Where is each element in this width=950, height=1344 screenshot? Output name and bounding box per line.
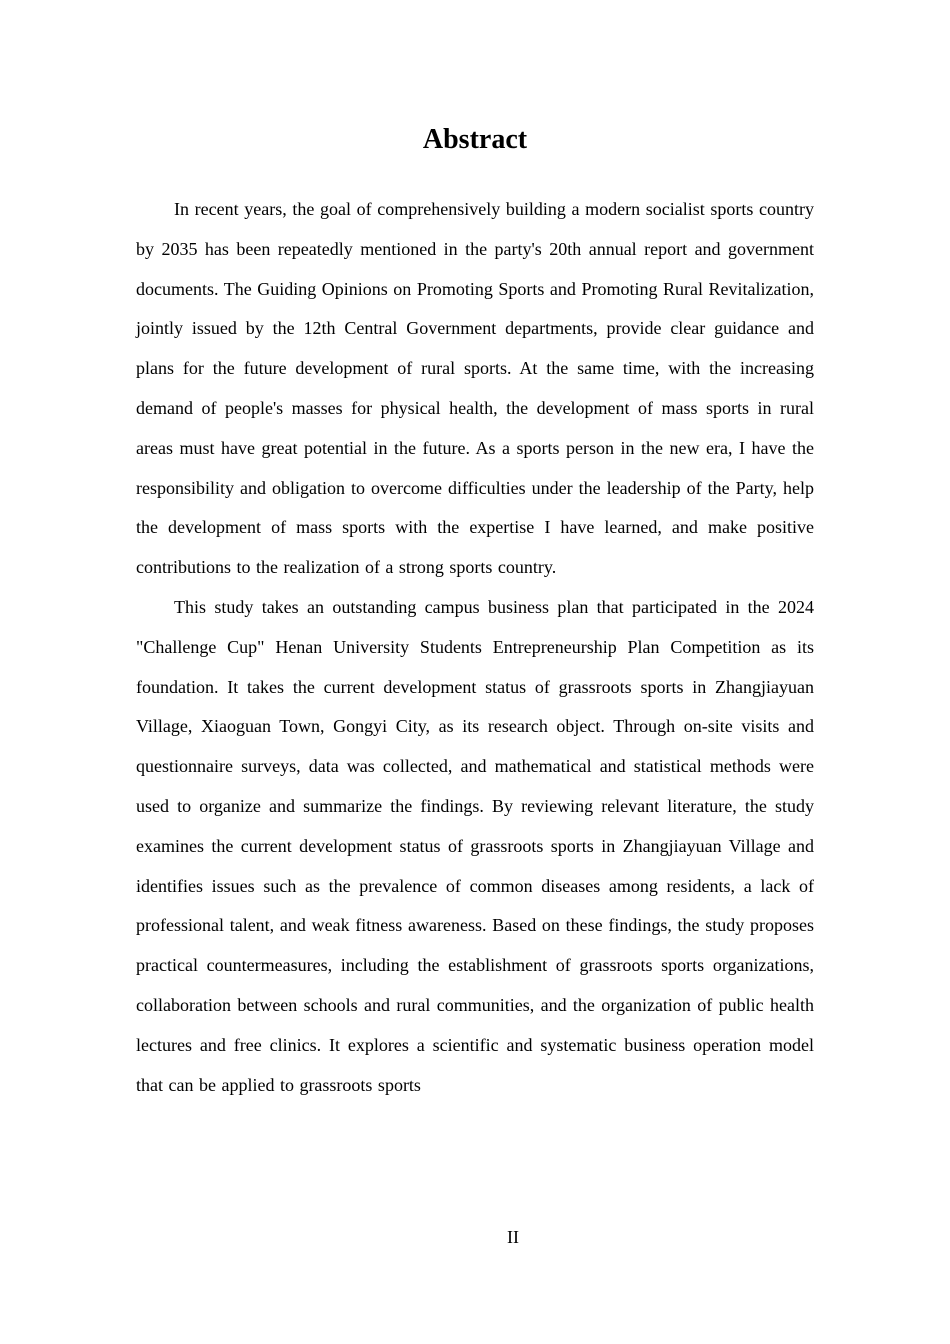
abstract-title: Abstract bbox=[422, 124, 528, 155]
abstract-body bbox=[136, 190, 814, 1105]
page-number: II bbox=[507, 1227, 519, 1247]
abstract-paragraph-2: This study takes an outstanding campus business plan that participated in the 2024 "Challenge Cup" Henan University Students Entrepreneurship Plan Competition as its foundation. It takes the current development status of grassroots sports in Zhangjiayuan Village, Xiaoguan Town, Gongyi City, as its research object. Through on-site visits and questionnaire surveys, data was collected, and mathematical and statistical methods were used to organize and summarize the findings. By reviewing relevant literature, the study examines the current development status of grassroots sports in Zhangjiayuan Village and identifies issues such as the prevalence of common diseases among residents, a lack of professional talent, and weak fitness awareness. Based on these findings, the study proposes practical countermeasures, including the establishment of grassroots sports organizations, collaboration between schools and rural communities, and the organization of public health lectures and free clinics. It explores a scientific and systematic business operation model that can be applied to grassroots sports bbox=[136, 596, 814, 1095]
abstract-paragraph-1: In recent years, the goal of comprehensively building a modern socialist sports country by 2035 has been repeatedly mentioned in the party's 20th annual report and government documents. The Guiding Opinions on Promoting Sports and Promoting Rural Revitalization, jointly issued by the 12th Central Government departments, provide clear guidance and plans for the future development of rural sports. At the same time, with the increasing demand of people's masses for physical health, the development of mass sports in rural areas must have great potential in the future. As a sports person in the new era, I have the responsibility and obligation to overcome difficulties under the leadership of the Party, help the development of mass sports with the expertise I have learned, and make positive contributions to the realization of a strong sports country. bbox=[136, 199, 814, 578]
